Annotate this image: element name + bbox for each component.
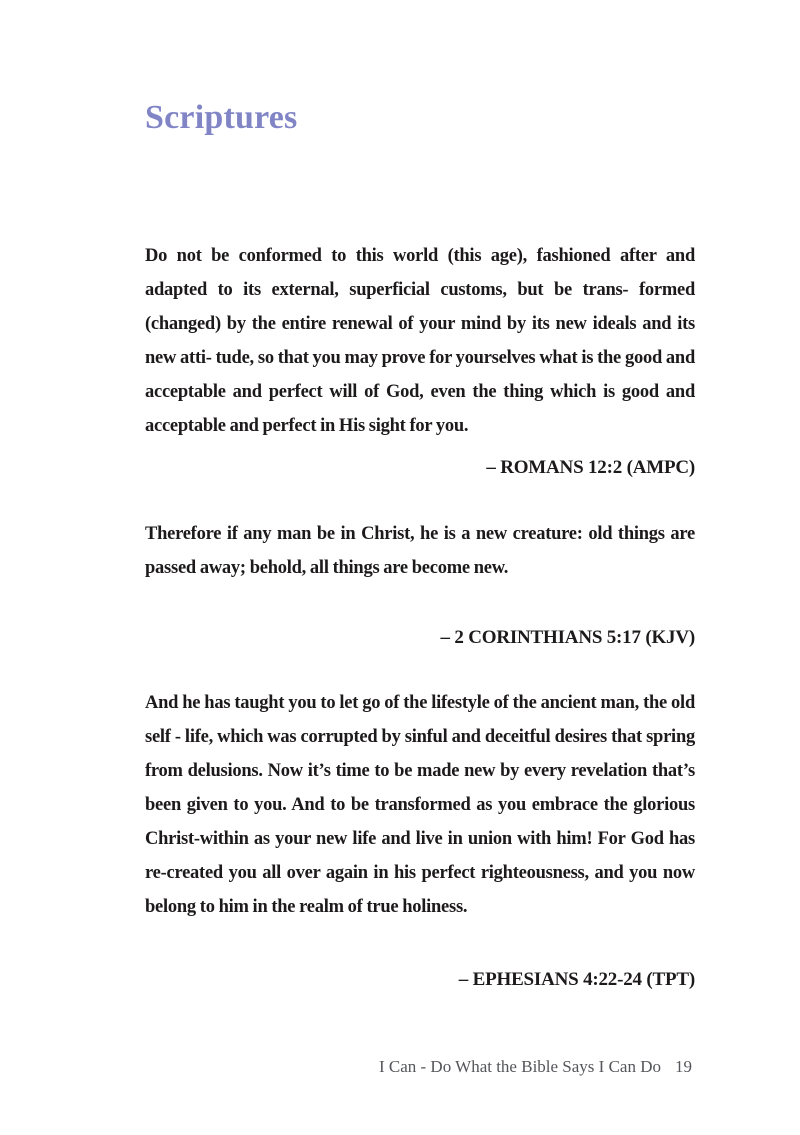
scripture-text: And he has taught you to let go of the lifestyle of the ancient man, the old self - life, which was corrupted by sinful and deceitful desires that spring from delusions. Now it’s time to be made new by every revelation that’s been given to you. And to be transformed as you embrace the glorious Christ-within as your new life and live in union with him! For God has re-created you all over again in his perfect righteousness, and you now belong to him in the realm of true holiness. [145,693,695,917]
scripture-reference: – EPHESIANS 4:22-24 (TPT) [458,969,695,990]
page-footer [379,1056,692,1078]
scripture-passage [145,517,695,655]
scripture-passage [145,686,695,997]
page-content [145,0,695,997]
scripture-text: Therefore if any man be in Christ, he is a new creature: old things are passed away; behold, all things are become new. [145,524,695,578]
footer-book-title: I Can - Do What the Bible Says I Can Do [378,1057,661,1076]
footer-page-number: 19 [675,1057,692,1076]
scripture-passage [145,239,695,485]
scripture-reference: – ROMANS 12:2 (AMPC) [486,457,695,478]
page-title: Scriptures [145,99,298,136]
scripture-reference: – 2 CORINTHIANS 5:17 (KJV) [440,627,695,648]
scripture-text: Do not be conformed to this world (this age), fashioned after and adapted to its external, superficial customs, but be trans- formed (changed) by the entire renewal of your mind by its new ideals and its new atti- tude, so that you may prove for yourselves what is the good and acceptable and perfect will of God, even the thing which is good and acceptable and perfect in His sight for you. [145,246,695,436]
